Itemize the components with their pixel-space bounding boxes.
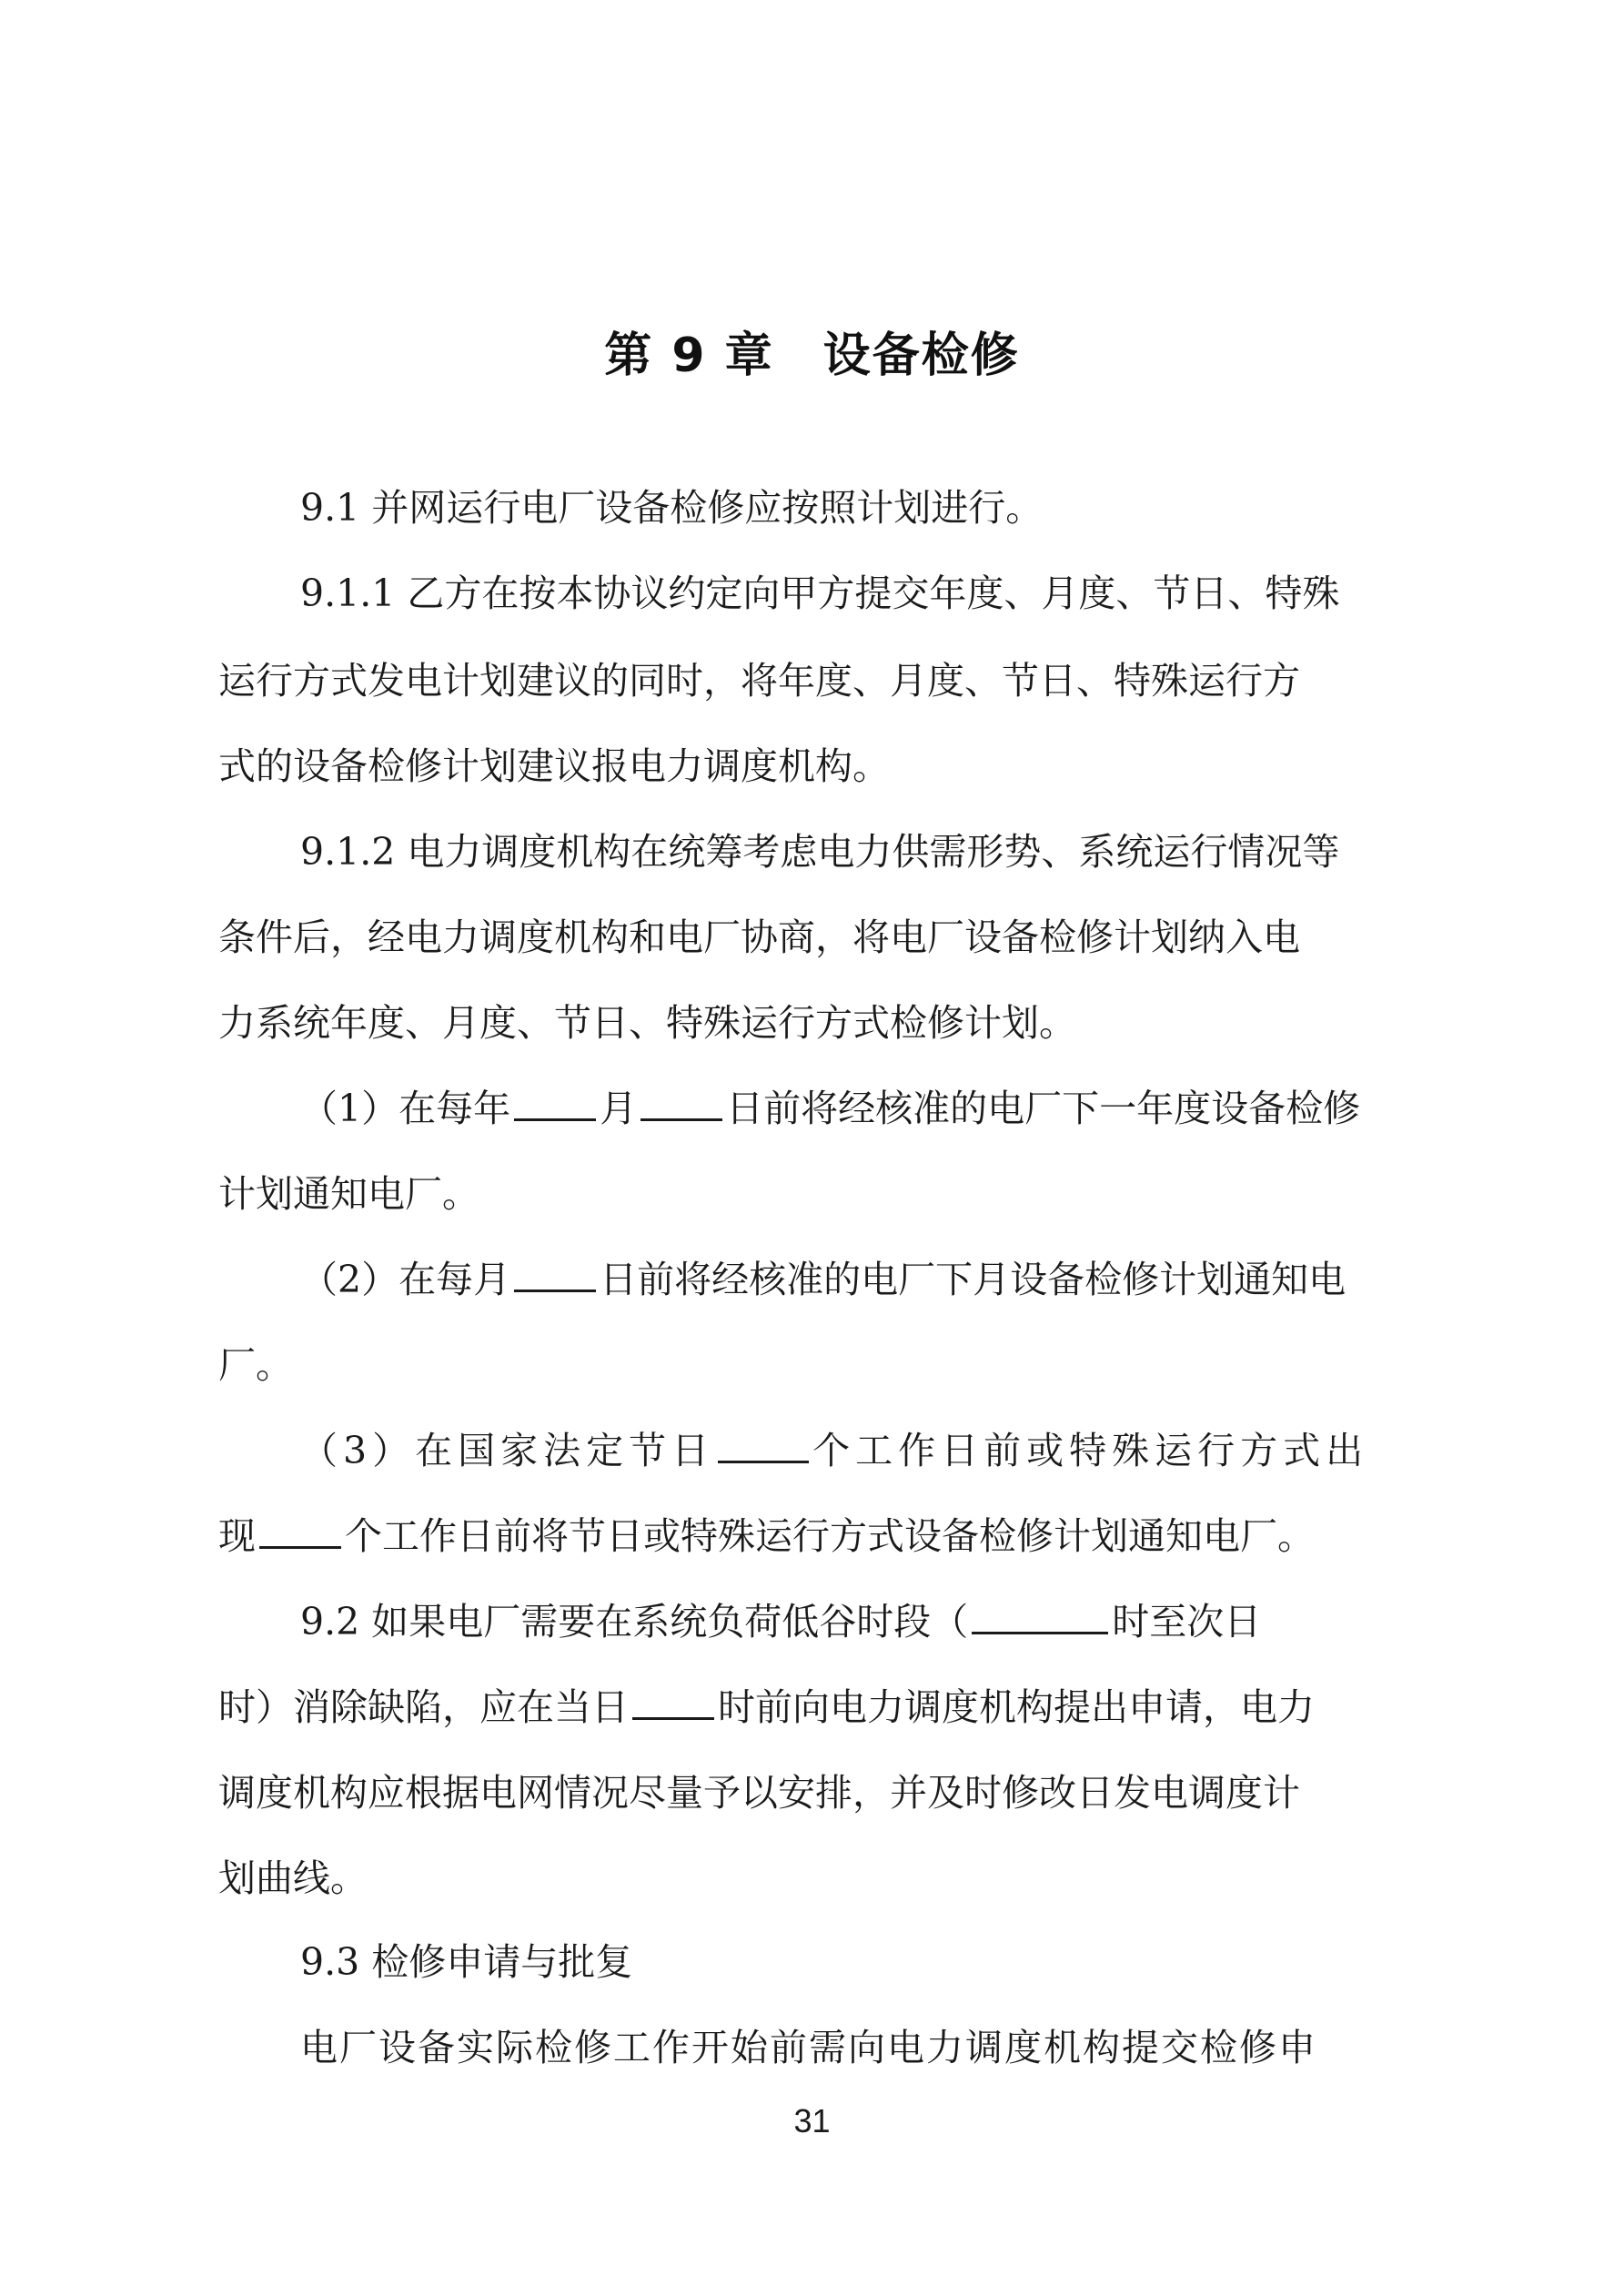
line-text: 力系统年度、月度、节日、特殊运行方式检修计划。 — [218, 1001, 1076, 1045]
paragraph-line — [218, 739, 1406, 794]
line-text: 电厂设备实际检修工作开始前需向电力调度机构提交检修申 — [300, 2026, 1317, 2069]
line-text: 9.1.2 电力调度机构在统筹考虑电力供需形势、系统运行情况等 — [300, 830, 1340, 874]
line-text: 条件后，经电力调度机构和电厂协商，将电厂设备检修计划纳入电 — [218, 915, 1300, 959]
line-text: 9.1.1 乙方在按本协议约定向甲方提交年度、月度、节日、特殊 — [300, 571, 1340, 615]
line-text: 日前将经核准的电厂下一年度设备检修 — [726, 1087, 1361, 1130]
paragraph-line — [218, 653, 1406, 708]
paragraph-line — [218, 1338, 1406, 1392]
paragraph-line — [218, 1167, 1406, 1221]
paragraph-line — [300, 1252, 1406, 1307]
line-text: （1）在每年 — [300, 1087, 511, 1130]
paragraph-line — [218, 1680, 1406, 1735]
line-text: 式的设备检修计划建议报电力调度机构。 — [218, 744, 890, 788]
fill-in-blank — [514, 1082, 596, 1121]
line-text: （2）在每月 — [300, 1258, 511, 1301]
fill-in-blank — [514, 1253, 596, 1292]
line-text: 现 — [218, 1514, 256, 1558]
paragraph-line — [300, 824, 1406, 879]
line-text: 个工作日前将节日或特殊运行方式设备检修计划通知电厂。 — [345, 1514, 1315, 1558]
section-heading — [300, 1935, 1406, 1989]
line-text: 时前向电力调度机构提出申请，电力 — [718, 1685, 1315, 1729]
paragraph-line — [218, 910, 1406, 965]
paragraph-line — [300, 1081, 1406, 1136]
fill-in-blank — [972, 1595, 1108, 1634]
line-text: 9.1 并网运行电厂设备检修应按照计划进行。 — [300, 486, 1044, 530]
fill-in-blank — [641, 1082, 722, 1121]
line-text: 9.2 如果电厂需要在系统负荷低谷时段（ — [300, 1600, 969, 1644]
line-text: 划曲线。 — [218, 1856, 368, 1900]
line-text: 9.3 检修申请与批复 — [300, 1940, 633, 1984]
paragraph-line — [218, 996, 1406, 1050]
line-text: 日前将经核准的电厂下月设备检修计划通知电 — [600, 1258, 1347, 1301]
line-text: 个工作日前或特殊运行方式出 — [812, 1429, 1369, 1472]
line-text: 计划通知电厂。 — [218, 1172, 479, 1216]
fill-in-blank — [718, 1424, 809, 1463]
paragraph-line — [218, 1509, 1406, 1563]
line-text: 月 — [600, 1087, 638, 1130]
line-text: 厂。 — [218, 1343, 293, 1387]
fill-in-blank — [259, 1510, 341, 1549]
paragraph-line — [300, 2020, 1406, 2075]
line-text: 时）消除缺陷，应在当日 — [218, 1685, 629, 1729]
line-text: 运行方式发电计划建议的同时，将年度、月度、节日、特殊运行方 — [218, 659, 1300, 703]
fill-in-blank — [632, 1681, 714, 1720]
chapter-title: 第 9 章 设备检修 — [604, 329, 1020, 383]
paragraph-line — [300, 480, 1406, 535]
line-text: （3）在国家法定节日 — [300, 1429, 715, 1472]
page-number: 31 — [793, 2102, 831, 2139]
paragraph-line — [218, 1851, 1406, 1906]
paragraph-line — [300, 1423, 1406, 1478]
line-text: 调度机构应根据电网情况尽量予以安排，并及时修改日发电调度计 — [218, 1771, 1300, 1815]
paragraph-line — [300, 566, 1406, 621]
line-text: 时至次日 — [1112, 1600, 1262, 1644]
paragraph-line — [218, 1765, 1406, 1820]
paragraph-line — [300, 1594, 1406, 1649]
